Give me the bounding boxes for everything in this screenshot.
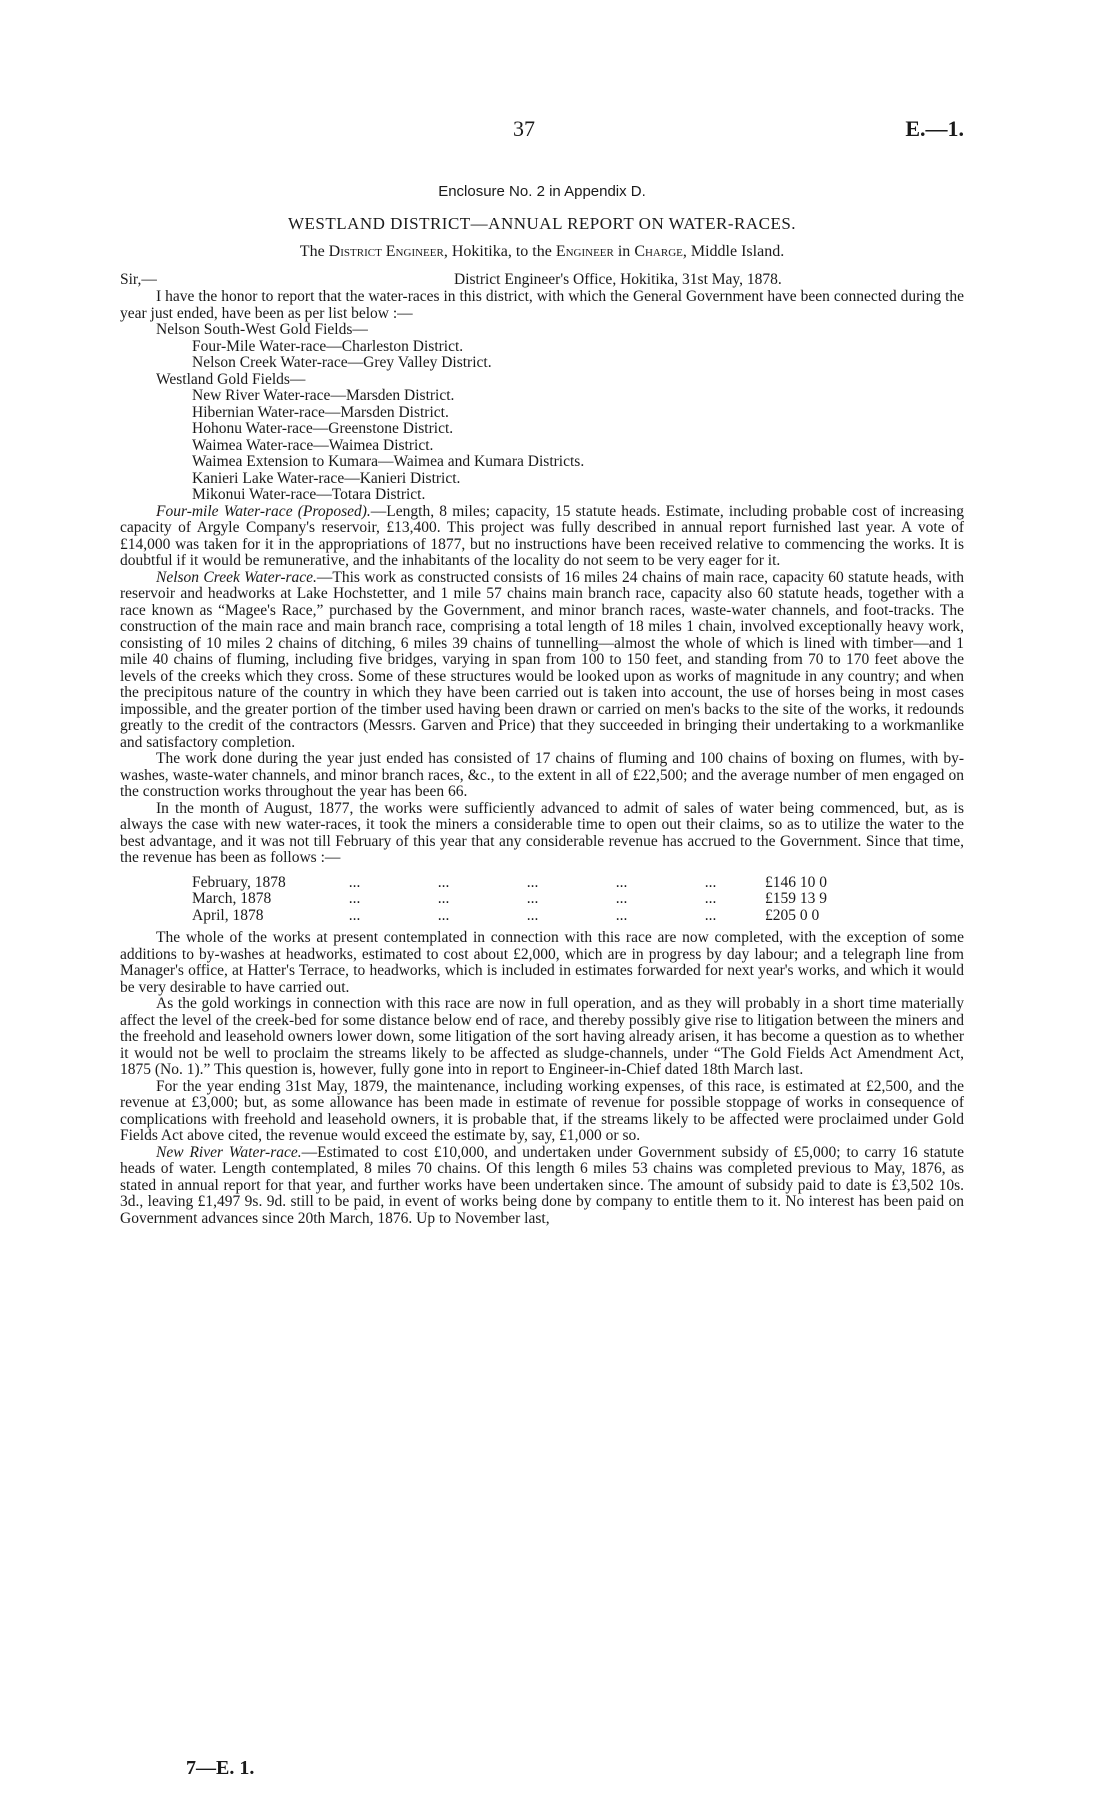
new-river-text: —Estimated to cost £10,000, and undertaken under Government subsidy of £5,000; to carry 16 statute heads of water. Length contemplated, 8 miles 70 chains. Of this length 6 miles 53 chains was completed previous to May, 1876, as stated in annual report for that year, and further works have been undertaken since. The amount of subsidy paid to date is £3,502 10s. 3d., leaving £1,497 9s. 9d. still to be paid, in event of works being done by company to entitle them to it. No interest has been paid on Government advances since 20th March, 1876. Up to November last, <box>120 1143 964 1227</box>
table-row <box>192 875 861 892</box>
leader-dots: ... <box>437 906 450 924</box>
race-item: Waimea Water-race—Waimea District. <box>192 436 434 454</box>
leader-dots: ... <box>704 890 717 907</box>
field-heading: Nelson South-West Gold Fields— <box>156 321 368 338</box>
page-header <box>120 116 964 146</box>
leader-dots: ... <box>704 906 717 924</box>
race-item: Hohonu Water-race—Greenstone District. <box>192 420 454 437</box>
august-paragraph: In the month of August, 1877, the works were sufficiently advanced to admit of sales of water being commenced, but, as is always the case with new water-races, it took the miners a considerable time to open out their claims, so as to utilize the water to the best advantage, and it was not till February of this year that any considerable revenue has accrued to the Government. Since that time, the revenue has been as follows :— <box>120 799 964 866</box>
office-address: District Engineer's Office, Hokitika, 31st May, 1878. <box>454 271 782 288</box>
leader-dots: ... <box>615 873 628 891</box>
report-body <box>120 272 964 1227</box>
nelson-creek-heading: Nelson Creek Water-race. <box>156 568 317 586</box>
race-item: Mikonui Water-race—Totara District. <box>192 486 426 503</box>
nelson-creek-paragraph <box>120 570 964 752</box>
new-river-paragraph <box>120 1145 964 1228</box>
from-middle-island: , Middle Island. <box>682 243 785 260</box>
document-code: E.—1. <box>905 116 964 141</box>
leader-dots: ... <box>437 873 450 891</box>
salutation: Sir,— <box>120 271 157 288</box>
four-mile-heading: Four-mile Water-race (Proposed). <box>156 502 371 520</box>
from-hokitika: , Hokitika, to the <box>443 243 556 260</box>
race-item: Kanieri Lake Water-race—Kanieri District. <box>192 469 461 487</box>
leader-dots: ... <box>437 890 450 907</box>
leader-dots: ... <box>615 890 628 907</box>
four-mile-paragraph <box>120 504 964 570</box>
race-item: New River Water-race—Marsden District. <box>192 387 455 404</box>
from-line: The District Engineer, Hokitika, to the Engineer in Charge, Middle Island. <box>299 243 785 260</box>
document-page <box>120 0 964 1800</box>
page-number: 37 <box>513 116 535 141</box>
from-in: in <box>613 243 635 260</box>
nelson-creek-text: —This work as constructed consists of 16 miles 24 chains of main race, capacity 60 statute heads, with reservoir and headworks at Lake Hochstetter, and 1 mile 57 chains main branch race, capacity also 60 statute heads, together with a race known as “Magee's Race,” purchased by the Government, and minor branch races, waste-water channels, and foot-tracks. The construction of the main race and main branch race, comprising a total length of 18 miles 1 chain, involved exceptionally heavy work, consisting of 10 miles 2 chains of ditching, 6 miles 39 chains of tunnelling—almost the whole of which is lined with timber—and 1 mile 40 chains of fluming, including five bridges, varying in span from 100 to 150 feet, and standing from 70 to 170 feet above the levels of the creeks which they cross. Some of these structures would be looked upon as works of magnitude in any country; and when the precipitous nature of the country in which they have been carried out is taken into account, the use of horses being in most cases impossible, and the greater portion of the timber used having been drawn or carried on men's backs to the site of the works, it redounds greatly to the credit of the contractors (Messrs. Garven and Price) that they succeeded in bringing their undertaking to a workmanlike and satisfactory completion. <box>120 568 965 751</box>
leader-dots: ... <box>615 906 628 924</box>
race-item: Nelson Creek Water-race—Grey Valley District. <box>192 354 492 371</box>
salutation-row <box>120 272 964 289</box>
gold-workings-paragraph: As the gold workings in connection with this race are now in full operation, and as they will probably in a short time materially affect the level of the creek-bed for some distance below end of race, and thereby possibly give rise to litigation between the miners and the freehold and leasehold owners lower down, some litigation of the sort having already arisen, it has become a question as to whether it would not be well to proclaim the streams likely to be affected as sludge-channels, under “The Gold Fields Act Amendment Act, 1875 (No. 1).” This question is, however, fully gone into in report to Engineer-in-Chief dated 18th March last. <box>120 995 964 1078</box>
intro-paragraph: I have the honor to report that the water-races in this district, with which the General Government have been connected during the year just ended, have been as per list below :— <box>120 288 964 322</box>
leader-dots: ... <box>348 890 361 907</box>
race-item: Waimea Extension to Kumara—Waimea and Kumara Districts. <box>192 453 585 470</box>
leader-dots: ... <box>348 906 361 924</box>
from-charge: Charge <box>634 243 683 260</box>
revenue-amount: £205 0 0 <box>765 906 820 924</box>
leader-dots: ... <box>526 906 539 924</box>
table-row <box>192 891 861 908</box>
work-done-paragraph: The work done during the year just ended has consisted of 17 chains of fluming and 100 chains of boxing on flumes, with by-washes, waste-water channels, and minor branch races, &c., to the extent in all of £22,500; and the average number of men engaged on the construction works throughout the year has been 66. <box>120 750 964 800</box>
from-engineer: Engineer <box>555 243 614 260</box>
revenue-month: April, 1878 <box>192 906 264 924</box>
race-item: Hibernian Water-race—Marsden District. <box>192 403 449 421</box>
enclosure-heading: Enclosure No. 2 in Appendix D. <box>438 183 646 200</box>
report-title: WESTLAND DISTRICT—ANNUAL REPORT ON WATER-RACES. <box>287 214 797 233</box>
page-footer-signature: 7—E. 1. <box>186 1757 255 1779</box>
revenue-month: March, 1878 <box>192 890 272 907</box>
four-mile-text: —Length, 8 miles; capacity, 15 statute heads. Estimate, including probable cost of increasing capacity of Argyle Company's reservoir, £13,400. This project was fully described in annual report furnished last year. A vote of £14,000 was taken for it in the appropriations of 1877, but no instructions have been received relative to commencing the works. It is doubtful if it would be remunerative, and the inhabitants of the locality do not seem to be very eager for it. <box>120 502 964 569</box>
revenue-table <box>192 875 861 925</box>
new-river-heading: New River Water-race. <box>156 1143 302 1161</box>
revenue-amount: £159 13 9 <box>765 890 827 907</box>
leader-dots: ... <box>526 890 539 907</box>
whole-works-paragraph: The whole of the works at present contemplated in connection with this race are now completed, with the exception of some additions to by-washes at headworks, estimated to cost about £2,000, which are in progress by day labour; and a telegraph line from Manager's office, at Hatter's Terrace, to headworks, which is included in estimates forwarded for next year's works, and which it would be very desirable to have carried out. <box>120 929 964 996</box>
field-heading: Westland Gold Fields— <box>156 370 306 388</box>
leader-dots: ... <box>526 873 539 891</box>
revenue-month: February, 1878 <box>192 873 286 891</box>
from-district-engineer: District Engineer <box>328 243 444 260</box>
revenue-amount: £146 10 0 <box>765 873 827 891</box>
leader-dots: ... <box>348 873 361 891</box>
table-row <box>192 908 861 925</box>
year-ending-paragraph: For the year ending 31st May, 1879, the maintenance, including working expenses, of this race, is estimated at £2,500, and the revenue at £3,000; but, as some allowance has been made in estimate of revenue for possible stoppage of works in consequence of complications with freehold and leasehold owners, it is probable that, if the streams likely to be affected were proclaimed under Gold Fields Act above cited, the revenue would exceed the estimate by, say, £1,000 or so. <box>120 1077 964 1144</box>
leader-dots: ... <box>704 873 717 891</box>
race-item: Four-Mile Water-race—Charleston District. <box>192 337 464 355</box>
